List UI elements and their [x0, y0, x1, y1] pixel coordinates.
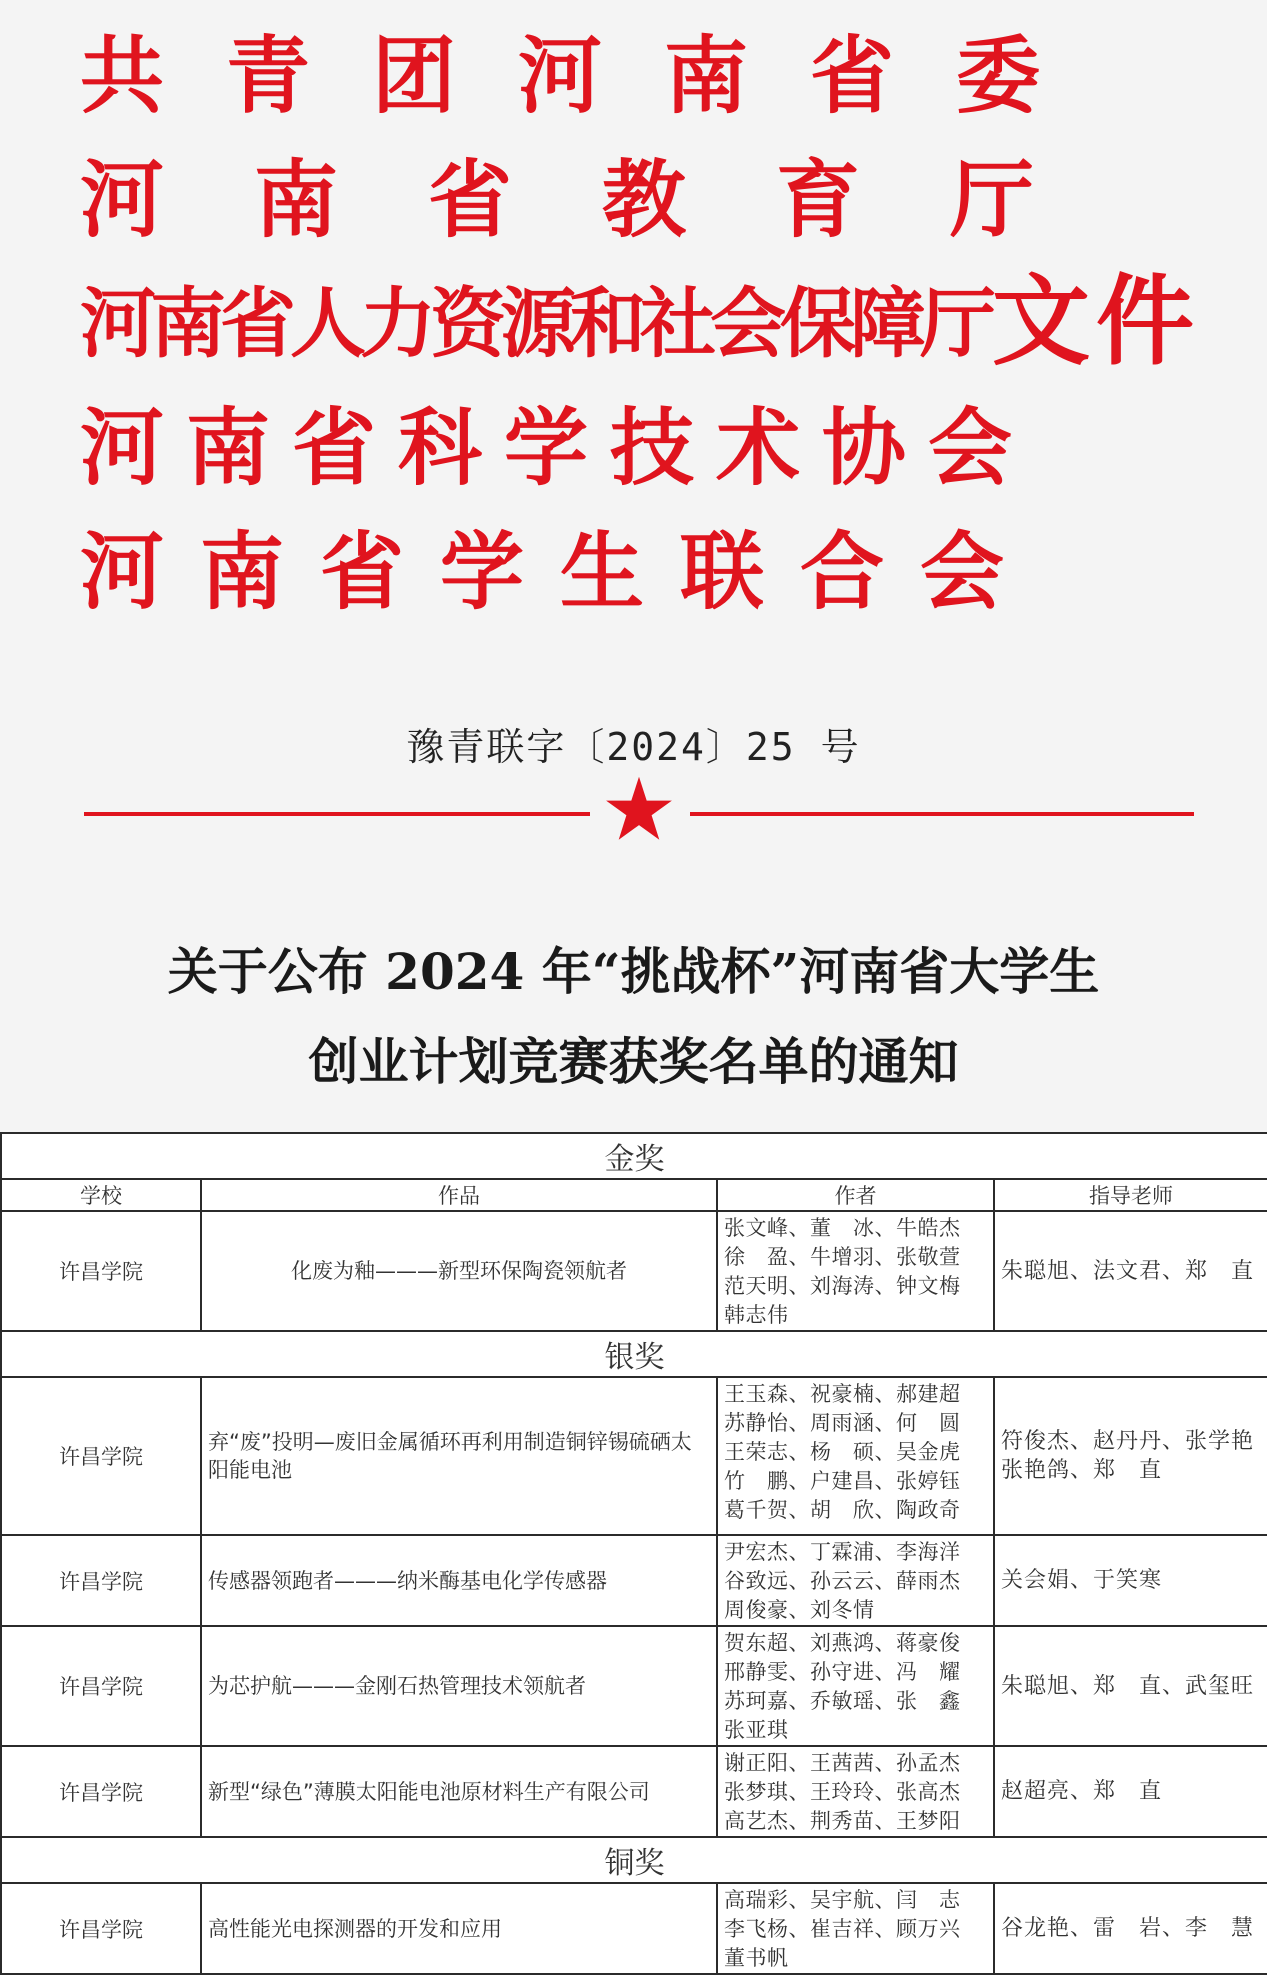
- cell-work: 化废为釉———新型环保陶瓷领航者: [201, 1211, 717, 1331]
- cell-work: 弃“废”投明—废旧金属循环再利用制造铜锌锡硫硒太阳能电池: [201, 1377, 717, 1535]
- cell-authors: 张文峰、董 冰、牛皓杰 徐 盈、牛增羽、张敬萱 范天明、刘海涛、钟文梅 韩志伟: [717, 1211, 994, 1331]
- table-row: [1, 1211, 1267, 1331]
- org-line: [80, 386, 1035, 510]
- table-row: [1, 1883, 1267, 1974]
- cell-work: 新型“绿色”薄膜太阳能电池原材料生产有限公司: [201, 1746, 717, 1837]
- cell-school: 许昌学院: [1, 1746, 201, 1837]
- cell-advisors: 谷龙艳、雷 岩、李 慧: [994, 1883, 1267, 1974]
- document-number: 豫青联字〔2024〕25 号: [406, 725, 861, 769]
- cell-advisors: 朱聪旭、郑 直、武玺旺: [994, 1626, 1267, 1746]
- cell-work: 传感器领跑者———纳米酶基电化学传感器: [201, 1535, 717, 1626]
- red-divider-right: [690, 812, 1194, 816]
- column-header-work: 作品: [201, 1179, 717, 1211]
- org-name: 河南省学生联合会: [80, 522, 1041, 621]
- cell-work: 高性能光电探测器的开发和应用: [201, 1883, 717, 1974]
- table-row: [1, 1746, 1267, 1837]
- column-header-advisors: 指导老师: [994, 1179, 1267, 1211]
- table-row: [1, 1535, 1267, 1626]
- org-line: [80, 14, 1103, 138]
- cell-school: 许昌学院: [1, 1626, 201, 1746]
- cell-school: 许昌学院: [1, 1883, 201, 1974]
- award-section-header: [1, 1133, 1267, 1179]
- award-section-header: [1, 1331, 1267, 1377]
- cell-advisors: 赵超亮、郑 直: [994, 1746, 1267, 1837]
- cell-school: 许昌学院: [1, 1211, 201, 1331]
- award-name: 银奖: [1, 1331, 1267, 1377]
- cell-school: 许昌学院: [1, 1535, 201, 1626]
- cell-work: 为芯护航———金刚石热管理技术领航者: [201, 1626, 717, 1746]
- cell-advisors: 关会娟、于笑寒: [994, 1535, 1267, 1626]
- red-divider-left: [84, 812, 590, 816]
- org-line: [80, 138, 1125, 262]
- cell-authors: 谢正阳、王茜茜、孙孟杰 张梦琪、王玲玲、张高杰 高艺杰、荆秀苗、王梦阳: [717, 1746, 994, 1837]
- document-type-label: 文件: [992, 264, 1201, 379]
- org-name: 共青团河南省委: [80, 26, 1103, 125]
- cell-advisors: 符俊杰、赵丹丹、张学艳 张艳鸽、郑 直: [994, 1377, 1267, 1535]
- org-line: [80, 510, 1041, 634]
- award-section-header: [1, 1837, 1267, 1883]
- awards-table-container: [0, 1132, 1267, 1975]
- notice-title-line-1: 关于公布 2024 年“挑战杯”河南省大学生: [167, 942, 1100, 1001]
- cell-authors: 贺东超、刘燕鸿、蒋豪俊 邢静雯、孙守进、冯 耀 苏珂嘉、乔敏瑶、张 鑫 张亚琪: [717, 1626, 994, 1746]
- notice-title-line-2: 创业计划竞赛获奖名单的通知: [308, 1032, 959, 1091]
- cell-school: 许昌学院: [1, 1377, 201, 1535]
- org-line: [80, 262, 990, 386]
- org-name: 河南省教育厅: [80, 150, 1125, 249]
- org-name: 河南省科学技术协会: [80, 398, 1035, 497]
- cell-authors: 高瑞彩、吴宇航、闫 志 李飞杨、崔吉祥、顾万兴 董书帆: [717, 1883, 994, 1974]
- award-name: 金奖: [1, 1133, 1267, 1179]
- cell-authors: 尹宏杰、丁霖浦、李海洋 谷致远、孙云云、薛雨杰 周俊豪、刘冬情: [717, 1535, 994, 1626]
- cell-advisors: 朱聪旭、法文君、郑 直: [994, 1211, 1267, 1331]
- awards-table: [0, 1132, 1267, 1975]
- org-name: 河南省人力资源和社会保障厅: [80, 279, 990, 368]
- column-header-authors: 作者: [717, 1179, 994, 1211]
- cell-authors: 王玉森、祝豪楠、郝建超 苏静怡、周雨涵、何 圆 王荣志、杨 硕、吴金虎 竹 鹏、户建昌、张婷钰 葛千贺、胡 欣、陶政奇: [717, 1377, 994, 1535]
- table-row: [1, 1377, 1267, 1535]
- star-icon: [604, 774, 674, 844]
- award-name: 铜奖: [1, 1837, 1267, 1883]
- column-header-school: 学校: [1, 1179, 201, 1211]
- column-header-row: [1, 1179, 1267, 1211]
- table-row: [1, 1626, 1267, 1746]
